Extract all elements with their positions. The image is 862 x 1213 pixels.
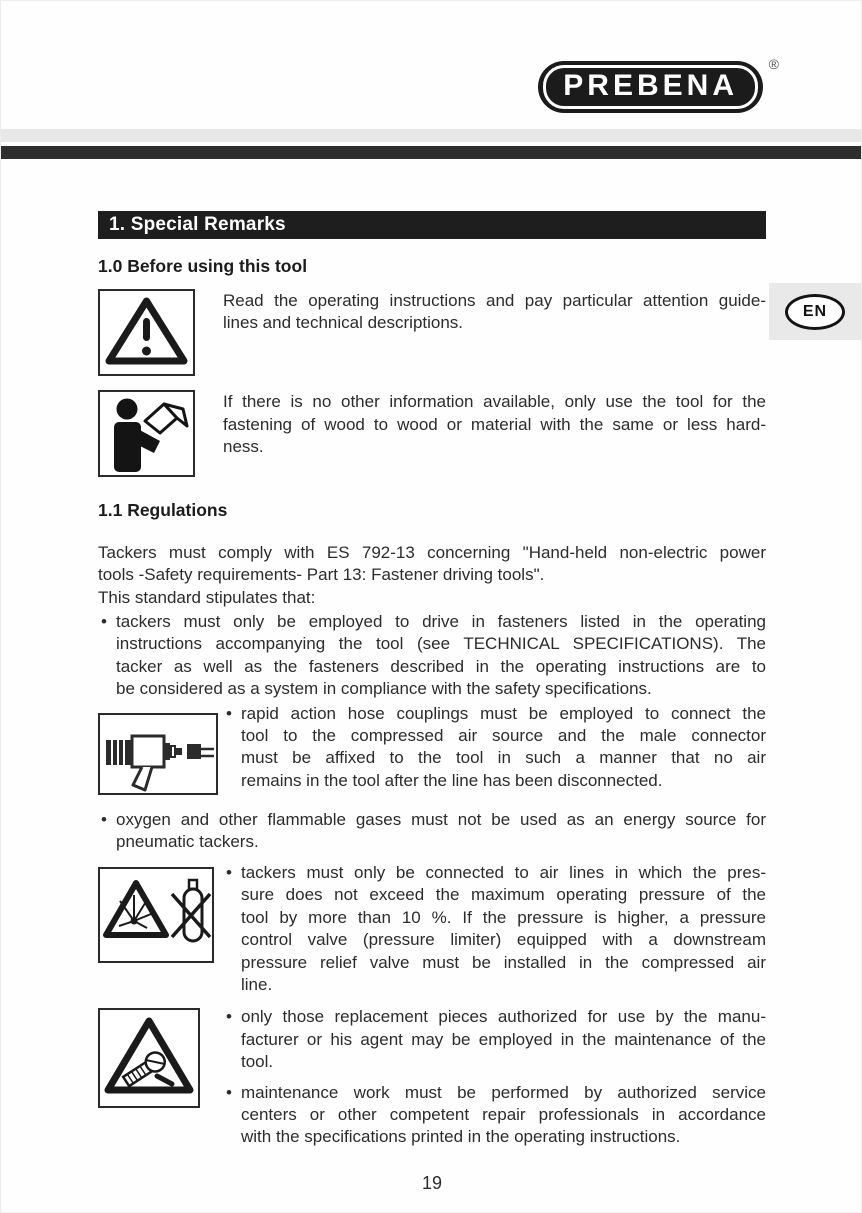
subitem-hose-couplings bbox=[98, 703, 766, 801]
fastener-warning-icon bbox=[98, 1008, 200, 1108]
bullet-dot: • bbox=[101, 612, 107, 632]
logo-capsule bbox=[538, 61, 763, 113]
language-badge-patch bbox=[769, 283, 861, 340]
subitem-pressure bbox=[98, 862, 766, 996]
regulations-intro-2: This standard stipulates that: bbox=[98, 587, 316, 607]
brand-name: PREBENA bbox=[543, 65, 758, 109]
bullet-item-maintenance bbox=[223, 1082, 766, 1149]
pneumatic-tacker-coupling-icon bbox=[98, 713, 218, 795]
subsection-heading-1-1: 1.1 Regulations bbox=[98, 499, 228, 520]
bullet-text: maintenance work must be performed by authorized service centers or other competent repair professionals in accordance with the specifications printed in the operating instructions. bbox=[241, 1082, 766, 1147]
bullet-dot: • bbox=[226, 862, 232, 882]
bullet-text: tackers must only be connected to air lines in which the pres- sure does not exceed the maximum operating pressure of the tool by more than 10 %. If the pressure is higher, a pressure control valve (pressure limiter) equipped with a downstream pressure relief valve must be installed in the compressed air line. bbox=[241, 862, 766, 994]
warning-triangle-icon bbox=[98, 289, 195, 376]
bullet-dot: • bbox=[101, 810, 107, 830]
notice-text: Read the operating instructions and pay particular attention guide- lines and technical descriptions. bbox=[223, 291, 766, 333]
read-manual-icon bbox=[98, 390, 195, 477]
bullet-item-oxygen bbox=[98, 809, 766, 854]
bullet-dot: • bbox=[226, 1007, 232, 1027]
notice-text: If there is no other information available, only use the tool for the fastening of wood to wood or material with the same or less hard- ness. bbox=[223, 392, 766, 457]
bullet-text: tackers must only be employed to drive in fasteners listed in the operating instructions accompanying the tool (see TECHNICAL SPECIFICATIONS). The tacker as well as the fasteners described in the operating instructions are to be considered as a system in compliance with the safety specifications. bbox=[116, 612, 766, 699]
bullet-item-replacement bbox=[223, 1006, 766, 1073]
bullet-text: only those replacement pieces authorized for use by the manu- facturer or his agent may be employed in the maintenance of the tool. bbox=[241, 1007, 766, 1072]
page-number: 19 bbox=[421, 1172, 443, 1193]
notice-wood-fastening bbox=[98, 390, 766, 483]
subsection-heading-1-0: 1.0 Before using this tool bbox=[98, 256, 308, 276]
header-gray-bar bbox=[1, 129, 861, 142]
bullet-dot: • bbox=[226, 1082, 232, 1102]
brand-logo bbox=[538, 56, 779, 113]
explosion-no-gas-cylinder-icon bbox=[98, 867, 214, 963]
header-dark-bar bbox=[1, 146, 861, 159]
bullet-text: oxygen and other flammable gases must not be used as an energy source for pneumatic tackers. bbox=[116, 810, 766, 852]
language-badge: EN bbox=[785, 294, 845, 330]
subitem-maintenance bbox=[98, 1006, 766, 1148]
registered-trademark-icon: ® bbox=[768, 56, 779, 72]
notice-read-instructions bbox=[98, 289, 766, 382]
bullet-dot: • bbox=[226, 703, 232, 723]
bullet-text: rapid action hose couplings must be employed to connect the tool to the compressed air source and the male connector must be affixed to the tool in such a manner that no air remains in the tool after the line has been disconnected. bbox=[241, 703, 766, 790]
bullet-item-fasteners bbox=[98, 611, 766, 701]
section-title: 1. Special Remarks bbox=[98, 211, 766, 239]
regulations-intro: Tackers must comply with ES 792-13 concerning "Hand-held non-electric power tools -Safety requirements- Part 13: Fastener driving tools". bbox=[98, 542, 766, 585]
page-content bbox=[98, 211, 766, 1194]
